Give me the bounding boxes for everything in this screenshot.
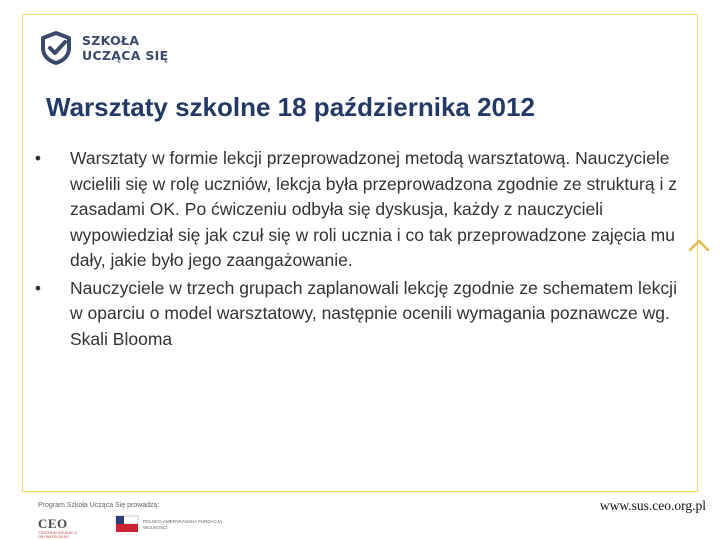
ceo-logo-subtext: CENTRUM EDUKACJI OBYWATELSKIEJ (38, 531, 77, 539)
footer-program-text: Program Szkoła Ucząca Się prowadzą: (38, 502, 160, 509)
slide-title: Warsztaty szkolne 18 października 2012 (46, 92, 535, 122)
fund-logo (115, 514, 225, 536)
bullet-text: Nauczyciele w trzech grupach zaplanowali lekcję zgodnie ze schematem lekcji w oparciu o model warsztatowy, następnie ocenili wymagania poznawcze wg. Skali Blooma (70, 277, 677, 349)
ceo-logo-text: CEO (38, 516, 68, 531)
ceo-logo (38, 516, 78, 538)
logo-line-1: SZKOŁA (82, 33, 140, 48)
logo-text (82, 33, 168, 63)
shield-check-icon (38, 30, 74, 66)
website-link[interactable]: www.sus.ceo.org.pl (599, 498, 706, 513)
logo-line-2: UCZĄCA SIĘ (82, 48, 169, 63)
bullet-list (28, 146, 688, 352)
bullet-marker: • (34, 277, 42, 298)
bullet-item (28, 146, 688, 274)
bullet-marker: • (34, 148, 42, 168)
slide-content (28, 146, 688, 354)
bullet-text: Warsztaty w formie lekcji przeprowadzonej metodą warsztatową. Nauczyciele wcielili się w rolę uczniów, lekcja była przeprowadzona zgodnie ze strukturą i z zasadami OK. Po ćwiczeniu odbyła się dyskusja, każdy z nauczycieli wypowiedział się jak czuł się w roli ucznia i co tak przeprowadzone zajęcia mu dały, jakie było jego zaangażowanie. (70, 148, 677, 270)
bullet-item (28, 276, 688, 353)
chevron-up-icon (688, 238, 710, 252)
fund-logo-text: POLSKO-AMERYKAŃSKA FUNDACJA WOLNOŚCI (143, 519, 222, 530)
sus-logo (38, 30, 198, 70)
flag-logo-icon (115, 514, 139, 536)
